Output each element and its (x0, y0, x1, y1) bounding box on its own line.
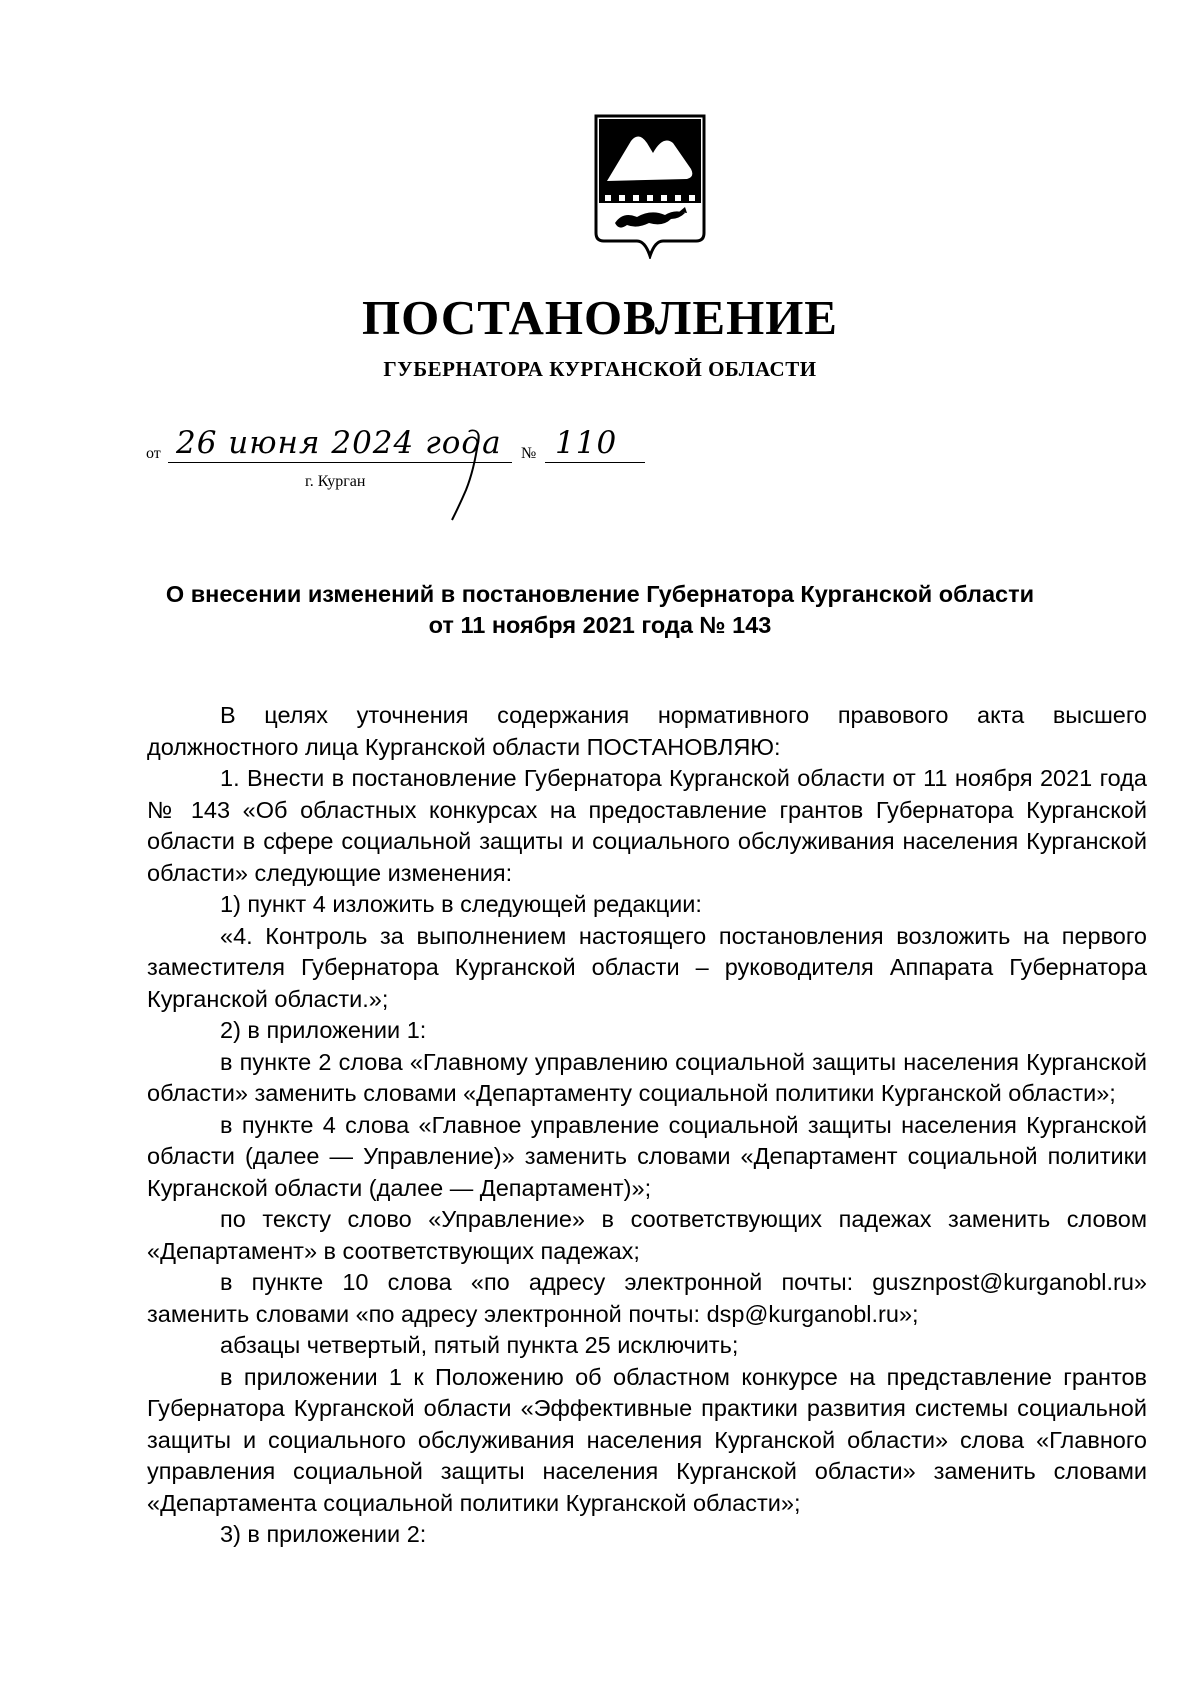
date-prefix: от (146, 445, 161, 462)
document-body (147, 700, 1147, 1551)
paragraph: 1) пункт 4 изложить в следующей редакции: (220, 891, 702, 917)
city-label: г. Курган (305, 473, 366, 490)
paragraph: в пункте 2 слова «Главному управлению социальной защиты населения Курганской области» заменить словами «Департаменту социальной политики Курганской области»; (147, 1048, 1147, 1106)
paragraph: в приложении 1 к Положению об областном конкурсе на представление грантов Губернатора Курганской области «Эффективные практики развития системы социальной защиты и социального обслуживания населения Курганской области» слова «Главного управления социальной защиты населения Курганской области» заменить словами «Департамента социальной политики Курганской области»; (147, 1363, 1147, 1516)
paragraph: по тексту слово «Управление» в соответствующих падежах заменить словом «Департамент» в соответствующих падежах; (147, 1206, 1147, 1264)
handwritten-stroke (448, 440, 488, 522)
heading-line-1: О внесении изменений в постановление Губернатора Курганской области (165, 581, 1035, 607)
paragraph: «4. Контроль за выполнением настоящего постановления возложить на первого заместителя Губернатора Курганской области – руководителя Аппарата Губернатора Курганской области.»; (147, 922, 1147, 1012)
paragraph: 2) в приложении 1: (220, 1017, 427, 1043)
document-subtitle: ГУБЕРНАТОРА КУРГАНСКОЙ ОБЛАСТИ (383, 357, 817, 381)
paragraph: в пункте 4 слова «Главное управление социальной защиты населения Курганской области (далее — Управление)» заменить словами «Департамент социальной политики Курганской области (далее — Департамент)»; (147, 1111, 1147, 1201)
document-title: ПОСТАНОВЛЕНИЕ (362, 290, 838, 345)
document-heading (0, 579, 1200, 641)
coat-of-arms-icon (593, 113, 707, 259)
paragraph: 3) в приложении 2: (220, 1521, 427, 1547)
heading-line-2: от 11 ноября 2021 года № 143 (428, 612, 772, 638)
handwritten-date: 26 июня 2024 года (176, 425, 502, 461)
paragraph: абзацы четвертый, пятый пункта 25 исключить; (220, 1332, 739, 1358)
paragraph: в пункте 10 слова «по адресу электронной почты: gusznpost@kurganobl.ru» заменить словами «по адресу электронной почты: dsp@kurganobl.ru»; (147, 1269, 1147, 1327)
handwritten-number: 110 (555, 425, 618, 461)
paragraph: 1. Внести в постановление Губернатора Курганской области от 11 ноября 2021 года № 143 «Об областных конкурсах на предоставление грантов Губернатора Курганской области в сфере социальной защиты и социального обслуживания населения Курганской области» следующие изменения: (147, 765, 1147, 886)
number-prefix: № (521, 445, 537, 462)
number-underline (545, 462, 645, 463)
paragraph: В целях уточнения содержания нормативного правового акта высшего должностного лица Курганской области ПОСТАНОВЛЯЮ: (147, 702, 1147, 760)
